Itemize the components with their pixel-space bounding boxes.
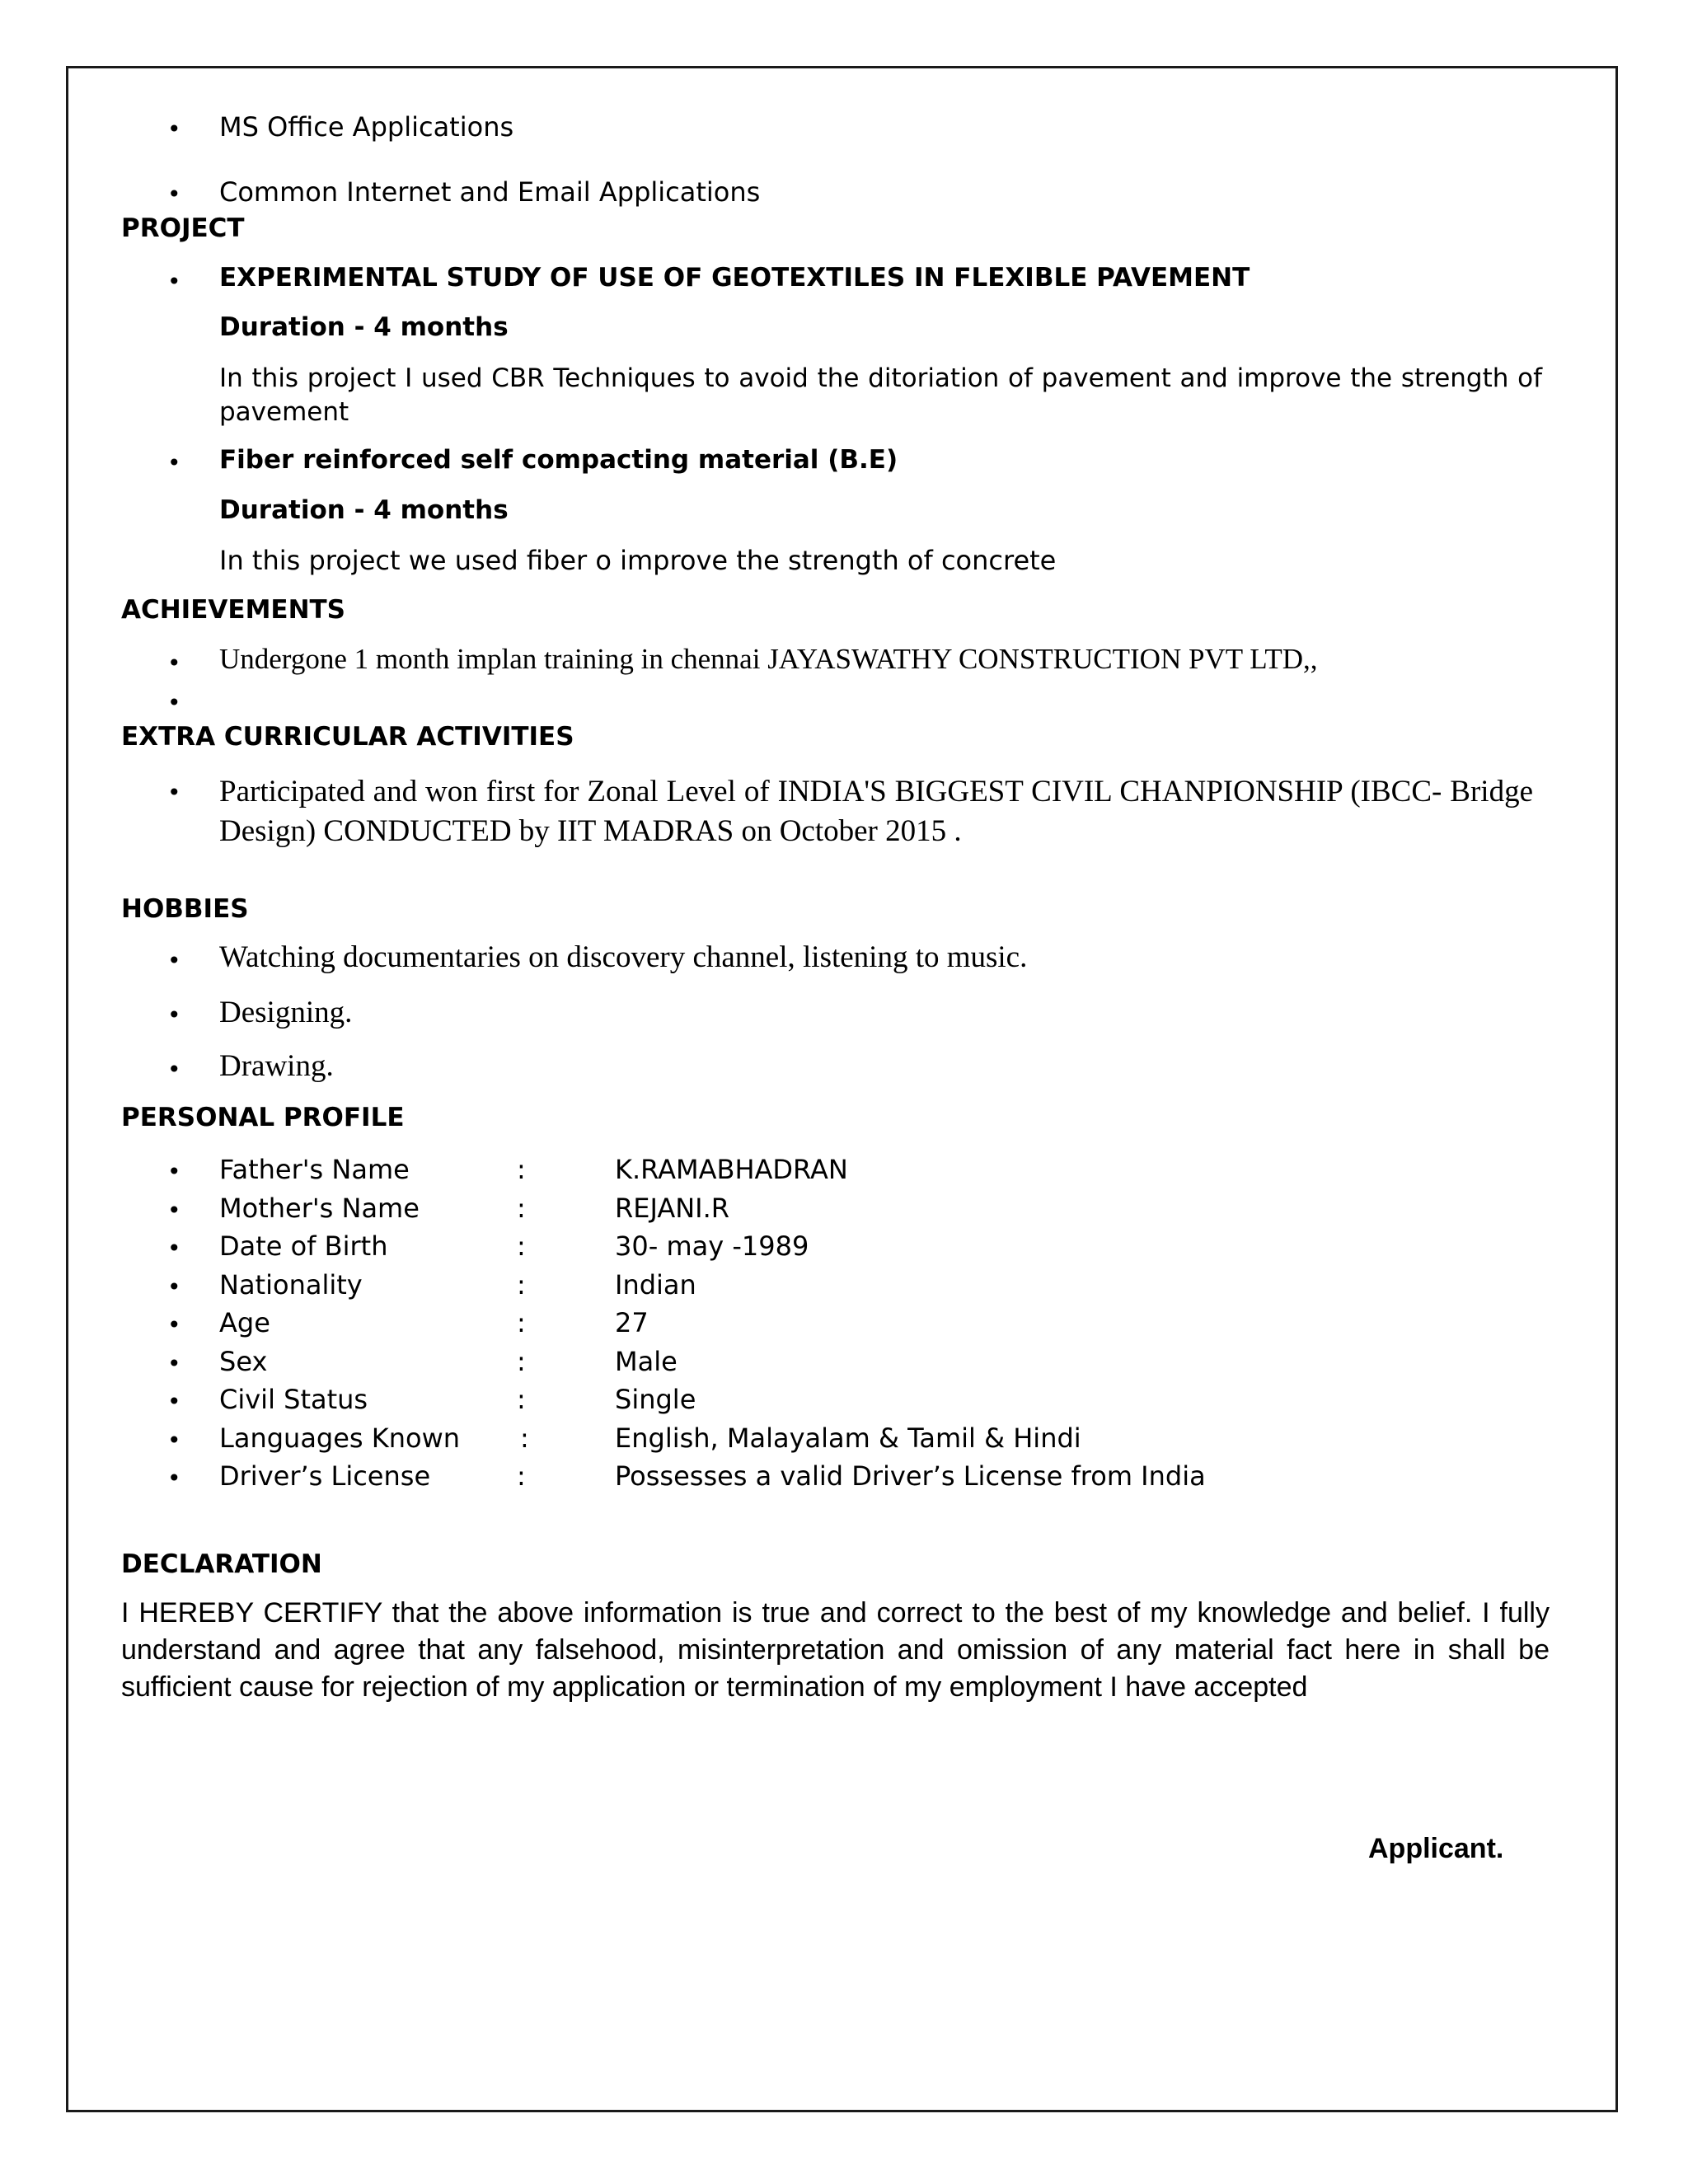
profile-separator: :: [517, 1230, 526, 1262]
bullet: •: [167, 689, 181, 716]
profile-separator: :: [517, 1346, 526, 1377]
section-heading-achievements: ACHIEVEMENTS: [121, 595, 346, 625]
profile-label: Languages Known: [219, 1422, 461, 1454]
bullet: •: [167, 1158, 181, 1185]
bullet: •: [167, 449, 181, 476]
profile-value: K.RAMABHADRAN: [615, 1154, 848, 1185]
declaration-text: I HEREBY CERTIFY that the above information is true and correct to the best of my knowledge and belief. I fully understand and agree that any falsehood, misinterpretation and omission of any material fact here in shall be sufficient cause for rejection of my application or termination of my employment I have accepted: [121, 1597, 1550, 1703]
signature-label: Applicant.: [1368, 1833, 1504, 1864]
profile-value: Single: [615, 1384, 696, 1415]
section-heading-declaration: DECLARATION: [121, 1549, 322, 1579]
profile-label: Mother's Name: [219, 1193, 420, 1224]
profile-value: REJANI.R: [615, 1193, 729, 1224]
profile-value: Male: [615, 1346, 678, 1377]
bullet: •: [167, 180, 181, 208]
bullet: •: [167, 1311, 181, 1338]
bullet: •: [167, 1350, 181, 1377]
bullet: •: [167, 268, 181, 295]
profile-separator: :: [520, 1422, 529, 1454]
bullet: •: [167, 1197, 181, 1224]
extra-curricular-item: Participated and won first for Zonal Level of INDIA'S BIGGEST CIVIL CHANPIONSHIP (IBCC- Bridge Design) CONDUCTED by IIT MADRAS on October 2015 .: [219, 775, 1533, 848]
bullet: •: [167, 1465, 181, 1492]
profile-separator: :: [517, 1193, 526, 1224]
project-duration: Duration - 4 months: [219, 312, 509, 342]
section-heading-hobbies: HOBBIES: [121, 894, 249, 924]
bullet: •: [167, 1056, 181, 1083]
profile-label: Driver’s License: [219, 1460, 431, 1492]
section-heading-personal-profile: PERSONAL PROFILE: [121, 1103, 405, 1132]
bullet: •: [167, 947, 181, 974]
skill-item: MS Office Applications: [219, 111, 514, 143]
profile-separator: :: [517, 1154, 526, 1185]
bullet: •: [167, 779, 181, 806]
profile-separator: :: [517, 1307, 526, 1338]
profile-label: Age: [219, 1307, 270, 1338]
project-title: EXPERIMENTAL STUDY OF USE OF GEOTEXTILES IN FLEXIBLE PAVEMENT: [219, 263, 1250, 293]
profile-label: Civil Status: [219, 1384, 368, 1415]
bullet: •: [167, 115, 181, 143]
hobby-item: Designing.: [219, 996, 353, 1029]
project-description: In this project I used CBR Techniques to avoid the ditoriation of pavement and improve the strength of pavement: [219, 363, 1542, 427]
achievement-item: Undergone 1 month implan training in chennai JAYASWATHY CONSTRUCTION PVT LTD,,: [219, 643, 1318, 675]
profile-label: Father's Name: [219, 1154, 410, 1185]
profile-label: Nationality: [219, 1269, 363, 1301]
profile-separator: :: [517, 1460, 526, 1492]
bullet: •: [167, 1388, 181, 1415]
section-heading-extra-curricular: EXTRA CURRICULAR ACTIVITIES: [121, 722, 574, 752]
project-description: In this project we used fiber o improve the strength of concrete: [219, 545, 1057, 576]
bullet: •: [167, 649, 181, 677]
profile-value: Possesses a valid Driver’s License from India: [615, 1460, 1206, 1492]
profile-label: Date of Birth: [219, 1230, 388, 1262]
bullet: •: [167, 1427, 181, 1454]
profile-value: Indian: [615, 1269, 696, 1301]
profile-separator: :: [517, 1269, 526, 1301]
hobby-item: Watching documentaries on discovery channel, listening to music.: [219, 940, 1028, 974]
profile-value: 30- may -1989: [615, 1230, 809, 1262]
section-heading-project: PROJECT: [121, 213, 245, 243]
project-duration: Duration - 4 months: [219, 495, 509, 525]
profile-label: Sex: [219, 1346, 268, 1377]
profile-value: 27: [615, 1307, 649, 1338]
bullet: •: [167, 1235, 181, 1262]
profile-separator: :: [517, 1384, 526, 1415]
bullet: •: [167, 1273, 181, 1301]
hobby-item: Drawing.: [219, 1049, 334, 1083]
bullet: •: [167, 1001, 181, 1029]
skill-item: Common Internet and Email Applications: [219, 176, 761, 208]
project-title: Fiber reinforced self compacting material (B.E): [219, 445, 898, 475]
profile-value: English, Malayalam & Tamil & Hindi: [615, 1422, 1081, 1454]
